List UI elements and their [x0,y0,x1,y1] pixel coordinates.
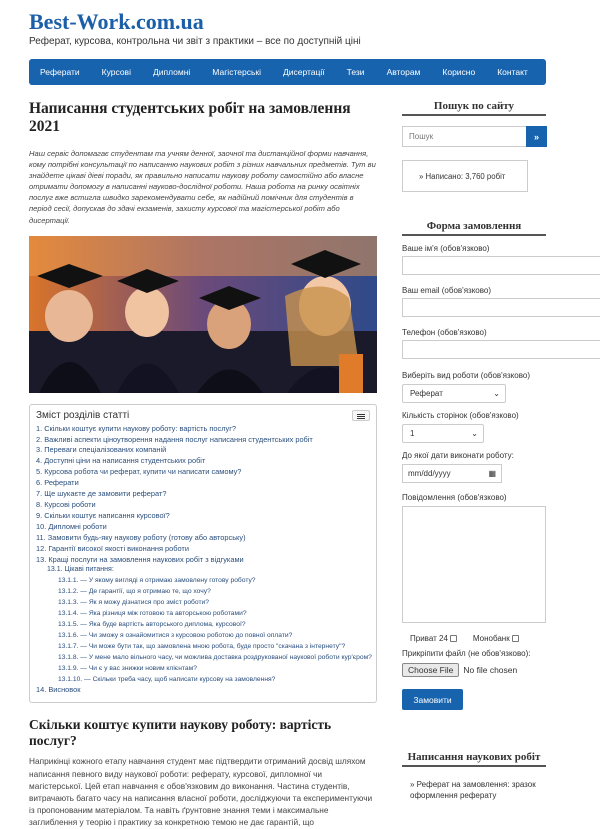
sidebar [402,100,600,801]
nav-item-mahisterski[interactable]: Магістерські [212,67,261,77]
search-widget-title: Пошук по сайту [402,100,546,116]
date-field[interactable] [402,464,502,483]
nav-item-avtoram[interactable]: Авторам [386,67,421,77]
section-text: Наприкінці кожного етапу навчання студент має підтвердити отриманий досвід шляхом написання певного виду наукової роботи: реферату, курсової, дипломної чи магістерської. Цей етап навчання є обов'язковим до виконання. Частина студентів, витрачають багато часу на написання власної роботи, досліджуючи та експериментуючи із пропонованим матеріалом. Та навіть ґрунтовне знання теми і максимальне заглиблення у теорію і практику за конкретною темою не дає гарантій, що [29,756,373,828]
file-input [402,663,600,677]
calendar-icon[interactable]: ▦ [488,469,496,478]
toc-item[interactable]: 13.1.9. — Чи є у вас знижки новим клієнтам? [58,664,197,672]
toc-item[interactable]: 5. Курсова робота чи реферат, купити чи написати самому? [36,467,242,477]
graduates-illustration [29,236,377,393]
toc-item[interactable]: 13.1.2. — Де гарантії, що я отримаю те, що хочу? [58,588,211,596]
toc-item[interactable]: 12. Гарантії високої якості виконання роботи [36,543,189,553]
toc-item[interactable]: 10. Дипломні роботи [36,521,107,531]
date-value: mm/dd/yyyy [408,469,451,478]
article-intro: Наш сервіс допомагає студентам та учням денної, заочної та дистанційної форми навчання, кому потрібні консультації по написанню наукових робіт з різних навчальних предметів. Тут ви знайдете цікаві діеві поради, як правильно написати наукову роботу самостійно або власне отримати допомогу в написанні науково-дослідної роботи. Наша робота на ринку освітніх послуг вже встигла швидко зарекомендувати себе, як надійний помічник для студентів в період сесії, допускав до здачі екзаменів, захисту курсової та магістерської робіт або дисертації. [29,149,376,225]
toc-item[interactable]: 13.1.10. — Скільки треба часу, щоб написати курсову на замовлення? [58,675,276,683]
pages-value: 1 [410,429,415,438]
nav-item-dysertatsii[interactable]: Дисертації [282,67,325,77]
work-type-select[interactable] [402,384,506,403]
table-of-contents [29,404,377,704]
toc-item[interactable]: 13.1.4. — Яка різниця між готовою та авторською роботами? [58,610,247,618]
article-title: Написання студентських робіт на замовлення 2021 [29,100,351,135]
toc-item[interactable]: 13.1.1. — У якому вигляді я отримаю замовлену готову роботу? [58,577,256,585]
toc-item[interactable]: 13.1.5. — Яка буде вартість авторського диплома, курсової? [58,620,246,628]
email-label: Ваш email (обов'язково) [402,286,491,295]
work-type-label: Виберіть вид роботи (обов'язково) [402,371,530,380]
work-type-value: Реферат [410,389,443,398]
toc-item[interactable]: 6. Реферати [36,478,79,488]
choose-file-button[interactable]: Choose File [402,663,459,677]
section-title: Скільки коштує купити наукову роботу: вартість послуг? [29,717,332,749]
toc-item[interactable]: 13.1. Цікаві питання: [47,566,114,574]
toc-item[interactable]: 8. Курсові роботи [36,500,96,509]
nav-item-dyplomni[interactable]: Дипломні [152,67,191,77]
sidebar-link-text[interactable]: Реферат на замовлення: зразок оформлення реферату [410,780,536,800]
privat-label: Приват 24 [410,634,448,643]
main-nav [29,59,546,85]
writing-widget-title: Написання наукових робіт [402,751,546,767]
privat-option[interactable] [410,634,457,643]
monobank-option[interactable] [473,634,519,643]
toc-item[interactable]: 13.1.3. — Як я можу дізнатися про зміст роботи? [58,599,209,607]
toc-item[interactable]: 14. Висновок [36,685,81,695]
nav-item-korysno[interactable]: Корисно [442,67,476,77]
graduates-image [29,236,377,393]
site-description: Реферат, курсова, контрольна чи звіт з практики – все по доступній ціні [29,36,361,47]
monobank-checkbox[interactable] [512,635,519,642]
sidebar-link-item[interactable]: » Реферат на замовлення: зразок оформлення реферату [410,780,536,800]
nav-item-kontakt[interactable]: Контакт [497,67,528,77]
payment-options [402,634,600,643]
toc-list [36,424,370,697]
search-button[interactable]: » [526,126,547,147]
pages-label: Кількість сторінок (обов'язково) [402,411,519,420]
toc-item[interactable]: 7. Ще шукаєте де замовити реферат? [36,489,167,499]
toc-item[interactable]: 3. Переваги спеціалізованих компаній [36,445,167,455]
toc-item[interactable]: 13. Кращі послуги на замовлення наукових робіт з відгуками [36,554,244,564]
search-input[interactable] [402,126,526,147]
message-textarea[interactable] [402,506,546,623]
pages-select[interactable] [402,424,484,443]
monobank-label: Монобанк [472,634,510,643]
phone-field[interactable] [402,340,600,359]
toc-item[interactable]: 9. Скільки коштує написання курсової? [36,510,170,520]
toc-item[interactable]: 11. Замовити будь-яку наукову роботу (готову або авторську) [36,532,246,542]
toc-item[interactable]: 2. Важливі аспекти ціноутворення надання послуг написання студентських робіт [36,434,313,444]
nav-item-kursovi[interactable]: Курсові [101,67,131,77]
submit-order-button[interactable]: Замовити [402,689,463,710]
privat-checkbox[interactable] [450,635,457,642]
nav-item-referaty[interactable]: Реферати [40,67,80,77]
toc-title: Зміст розділів статті [36,409,130,421]
main-content [29,100,377,829]
toc-item[interactable]: 13.1.6. — Чи зможу я ознайомитися з курсовою роботою до повної оплати? [58,631,293,639]
orders-counter [402,160,528,192]
message-label: Повідомлення (обов'язково) [402,493,507,502]
toc-item[interactable]: 1. Скільки коштує купити наукову роботу: вартість послуг? [36,423,237,433]
file-label: Прикріпити файл (не обов'язково): [402,649,531,658]
search-form [402,126,600,147]
date-label: До якої дати виконати роботу: [402,451,514,460]
toc-item[interactable]: 13.1.8. — У мене мало вільного часу, чи можлива доставка роздрукованої наукової роботи кур'єром? [58,653,372,661]
phone-label: Телефон (обов'язково) [402,328,487,337]
nav-item-tezy[interactable]: Тези [346,67,365,77]
name-field[interactable] [402,256,600,275]
email-field[interactable] [402,298,600,317]
site-title[interactable]: Best-Work.com.ua [29,9,204,34]
toc-toggle-icon[interactable] [352,410,370,421]
chevron-down-icon: ⌄ [471,429,478,438]
order-form-title: Форма замовлення [402,220,546,236]
file-status: No file chosen [463,665,518,675]
toc-item[interactable]: 4. Доступні ціни на написання студентських робіт [36,456,206,466]
toc-item[interactable]: 13.1.7. — Чи може бути так, що замовлена мною робота, буде просто "скачана з інтернету"? [58,642,346,650]
chevron-down-icon: ⌄ [493,389,500,398]
orders-counter-text: » Написано: 3,760 робіт [419,171,506,181]
name-label: Ваше ім'я (обов'язково) [402,244,490,253]
